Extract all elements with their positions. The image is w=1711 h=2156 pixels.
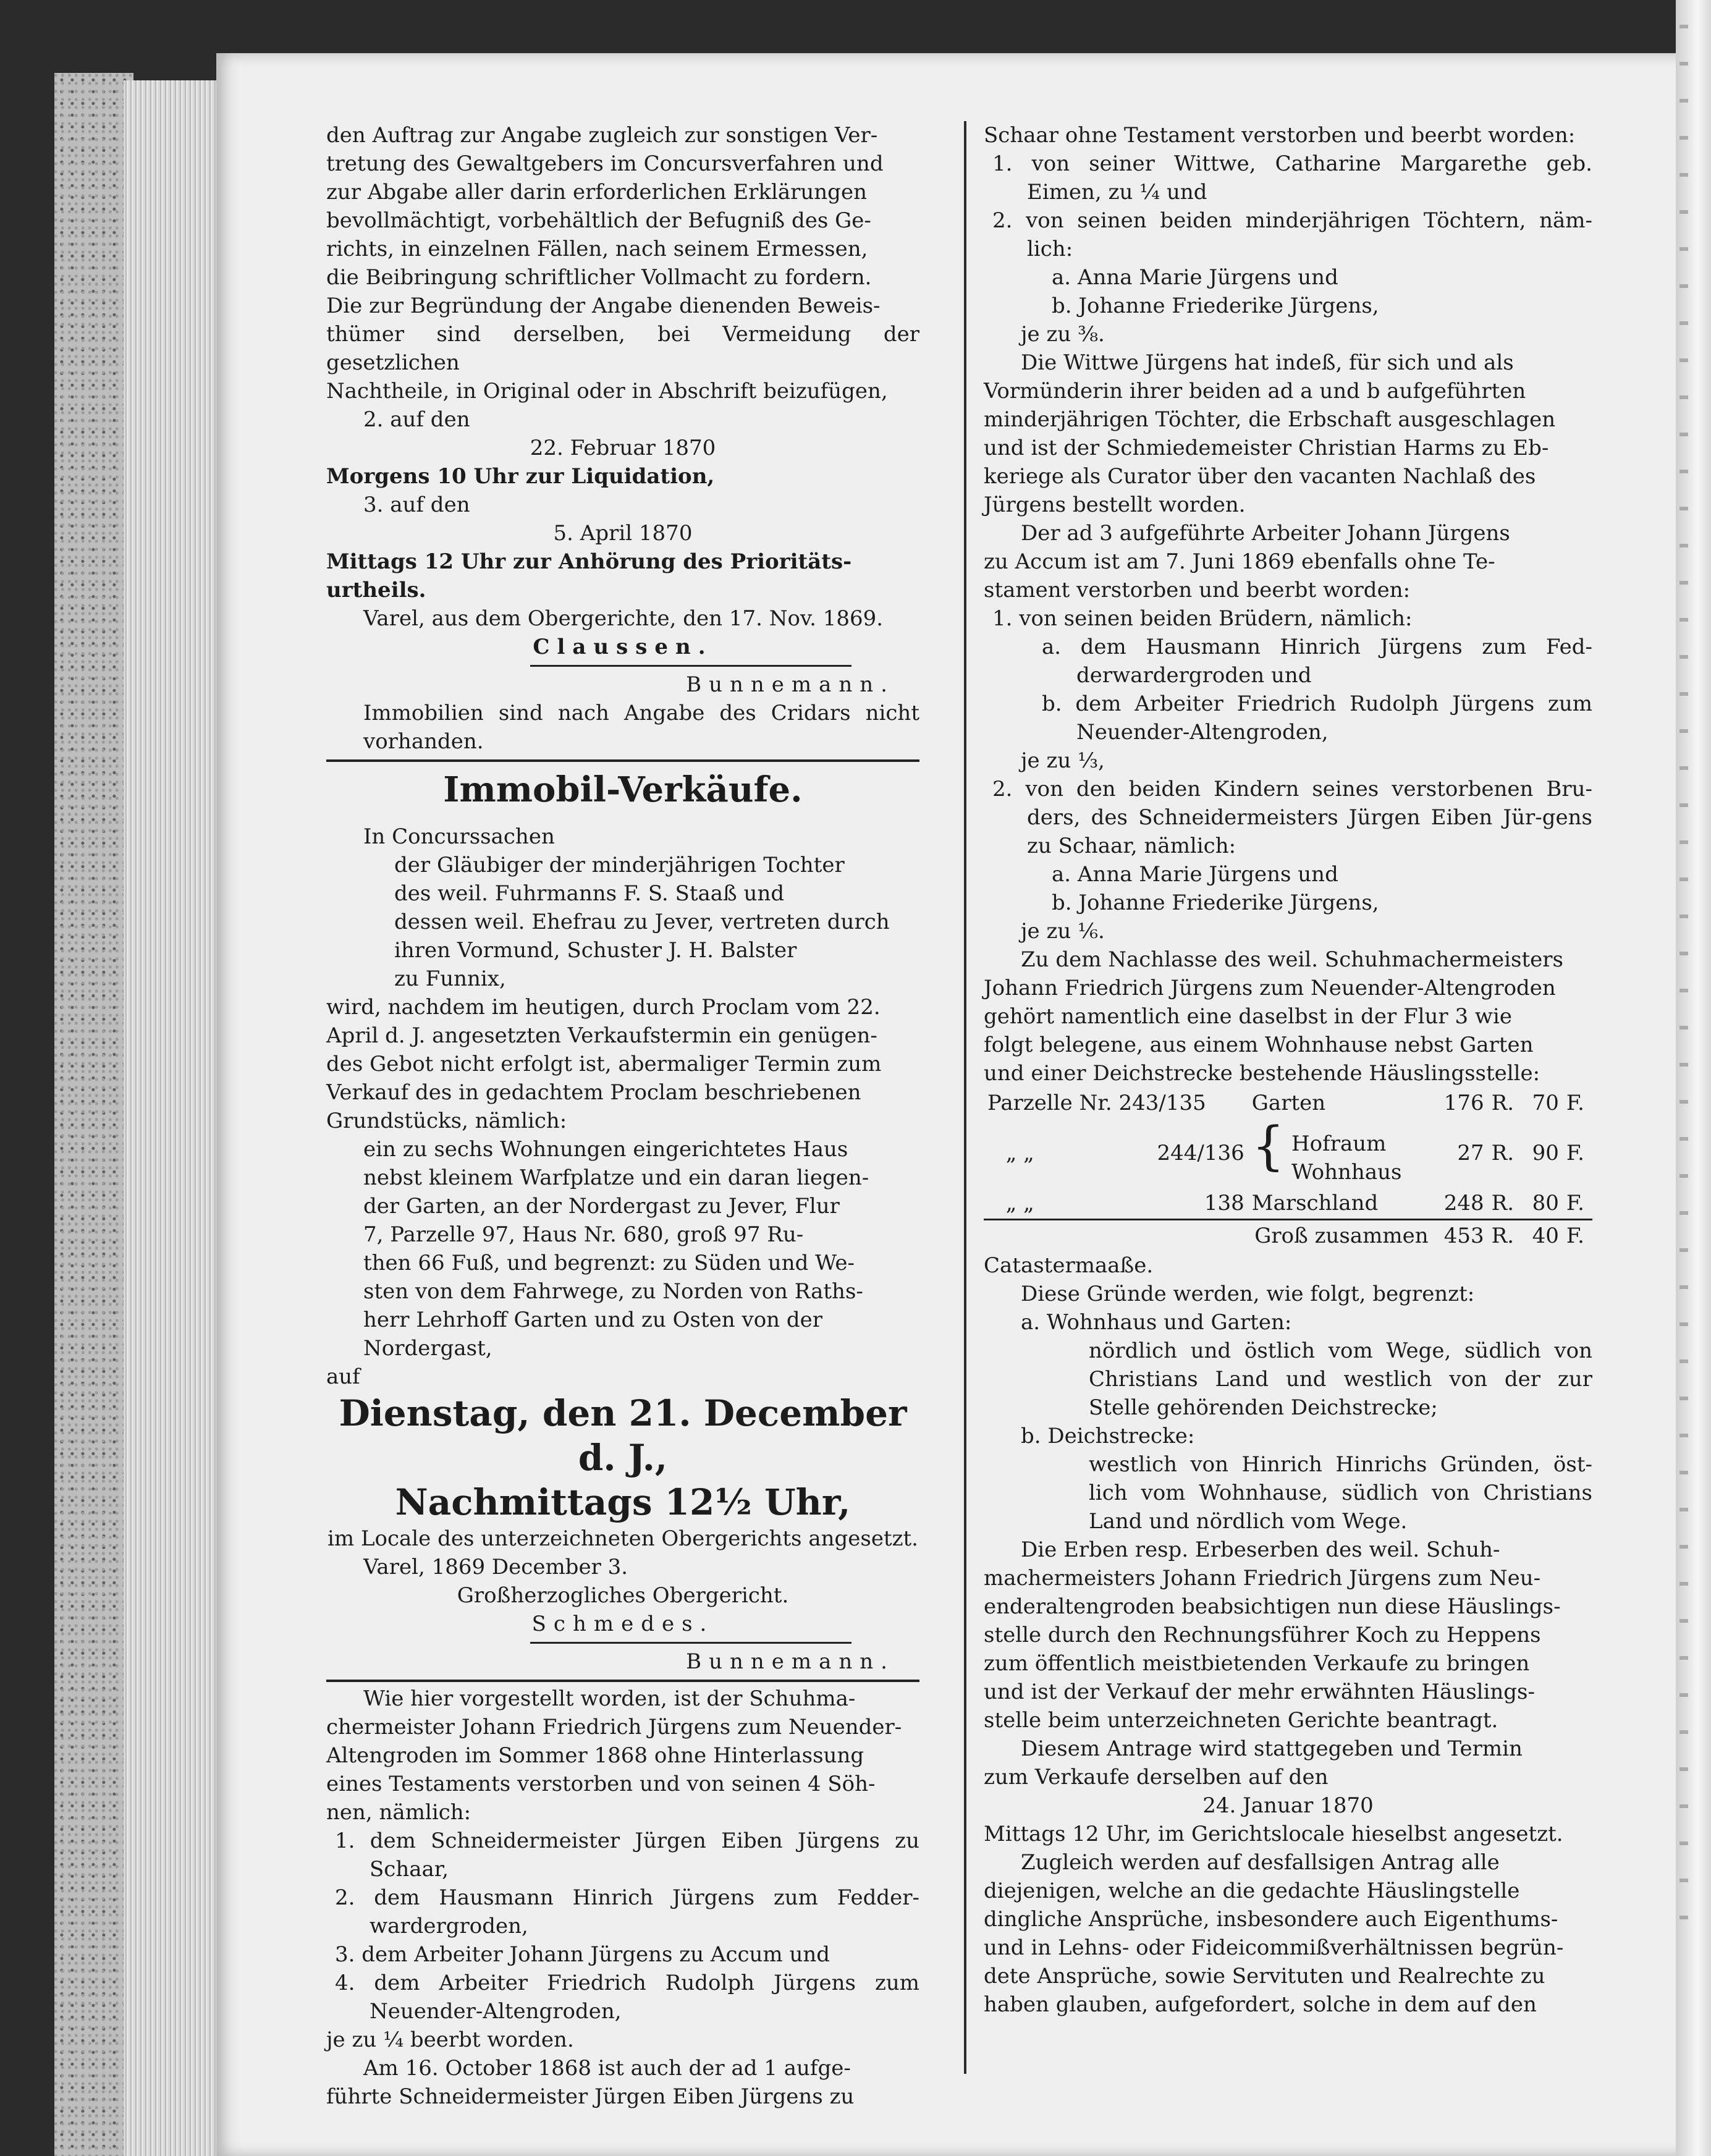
parcel-ruthen: 176 xyxy=(1443,1091,1484,1115)
text-line: auf xyxy=(326,1364,360,1389)
list-item: 1. von seiner Wittwe, Catharine Margarethe geb. Eimen, zu ¼ und xyxy=(992,151,1592,205)
text-line: Catastermaaße. xyxy=(984,1253,1154,1278)
text-line: haben glauben, aufgefordert, solche in dem auf den xyxy=(984,1992,1537,2017)
text-line: dessen weil. Ehefrau zu Jever, vertreten durch xyxy=(394,910,890,934)
text-line: keriege als Curator über den vacanten Nachlaß des xyxy=(984,464,1536,489)
term-date: 22. Februar 1870 xyxy=(530,436,716,460)
text-line: chermeister Johann Friedrich Jürgens zum Neuender- xyxy=(326,1715,902,1740)
text-line: dete Ansprüche, sowie Servituten und Realrechte zu xyxy=(984,1964,1545,1989)
text-line: Johann Friedrich Jürgens zum Neuender-Altengroden xyxy=(984,976,1556,1000)
text-line: minderjährigen Töchter, die Erbschaft ausgeschlagen xyxy=(984,407,1556,432)
parcel-fuss: 80 xyxy=(1532,1191,1559,1215)
parcel-number: 244/136 xyxy=(1157,1141,1244,1165)
list-item: 2. dem Hausmann Hinrich Jürgens zum Fedder-wardergroden, xyxy=(335,1885,919,1938)
section-title: Immobil-Verkäufe. xyxy=(443,769,803,810)
auction-date: Dienstag, den 21. December d. J., xyxy=(339,1392,907,1479)
list-item: a. Wohnhaus und Garten: xyxy=(1021,1310,1292,1335)
text-line: des weil. Fuhrmanns F. S. Staaß und xyxy=(394,881,785,906)
text-line: Nordergast, xyxy=(363,1336,492,1361)
notice-text: Immobilien sind nach Angabe des Cridars nicht vorhanden. xyxy=(363,701,919,754)
total-fuss: 40 xyxy=(1523,1220,1563,1252)
table-row xyxy=(984,1188,1592,1220)
text-line: April d. J. angesetzten Verkaufstermin ein genügen- xyxy=(326,1023,877,1048)
term-text: Morgens 10 Uhr zur Liquidation, xyxy=(326,464,715,489)
list-item: 2. von seinen beiden minderjährigen Töchtern, näm-lich: xyxy=(992,208,1592,261)
list-item: a. dem Hausmann Hinrich Jürgens zum Fed-derwardergroden und xyxy=(1042,635,1592,688)
list-item: 1. dem Schneidermeister Jürgen Eiben Jürgens zu Schaar, xyxy=(335,1828,919,1882)
unit-fuss: F. xyxy=(1566,1191,1584,1215)
text-line: Am 16. October 1868 ist auch der ad 1 aufge- xyxy=(363,2056,851,2081)
text-line: In Concurssachen xyxy=(363,824,555,849)
list-item: b. Johanne Friederike Jürgens, xyxy=(1052,294,1379,318)
parcel-label: Parzelle Nr. 243/135 xyxy=(987,1091,1206,1115)
table-row-total xyxy=(984,1220,1592,1252)
term-text: urtheils. xyxy=(326,578,426,602)
text-line: enderaltengroden beabsichtigen nun diese Häuslings- xyxy=(984,1594,1561,1619)
unit-fuss: F. xyxy=(1566,1091,1584,1115)
brace-glyph: { xyxy=(1251,1115,1285,1176)
text-line: je zu ⅜. xyxy=(1021,322,1105,347)
text-line: ein zu sechs Wohnungen eingerichtetes Haus xyxy=(363,1137,848,1162)
text-line: tretung des Gewaltgebers im Concursverfahren und xyxy=(326,151,884,176)
parcel-ruthen: 248 xyxy=(1443,1191,1484,1215)
text-line: wird, nachdem im heutigen, durch Proclam vom 22. xyxy=(326,995,881,1020)
unit-ruthen: R. xyxy=(1491,1091,1515,1115)
sale-date: 24. Januar 1870 xyxy=(1202,1793,1374,1818)
text-line: nebst kleinem Warfplatze und ein daran liegen- xyxy=(363,1165,869,1190)
signature: Bunnemann. xyxy=(686,672,895,697)
text-line: Vormünderin ihrer beiden ad a und b aufgeführten xyxy=(984,379,1526,404)
text-line: Grundstücks, nämlich: xyxy=(326,1109,567,1133)
text-line: stelle durch den Rechnungsführer Koch zu Heppens xyxy=(984,1623,1541,1647)
list-item: 2. von den beiden Kindern seines verstorbenen Bru-ders, des Schneidermeisters Jürgen Eiben Jür-gens zu Schaar, nämlich: xyxy=(992,777,1592,858)
parcel-use: Garten xyxy=(1251,1091,1326,1115)
text-line: Zu dem Nachlasse des weil. Schuhmachermeisters xyxy=(1021,947,1563,972)
text-line: Die zur Begründung der Angabe dienenden Beweis- xyxy=(326,294,881,318)
text-line: dingliche Ansprüche, insbesondere auch Eigenthums- xyxy=(984,1907,1558,1932)
text-line: westlich von Hinrich Hinrichs Gründen, öst-lich vom Wohnhause, südlich von Christians Land und nördlich vom Wege. xyxy=(1089,1452,1592,1534)
text-line: stament verstorben und beerbt worden: xyxy=(984,578,1411,602)
table-row xyxy=(984,1118,1592,1188)
parcel-ruthen: 27 xyxy=(1457,1141,1484,1165)
section-rule xyxy=(326,1680,919,1682)
column-divider xyxy=(964,121,966,2074)
stacked-page-edges xyxy=(124,80,222,2156)
text-line: Jürgens bestellt worden. xyxy=(984,492,1246,517)
text-line: Die Wittwe Jürgens hat indeß, für sich und als xyxy=(1021,350,1514,375)
text-line: eines Testaments verstorben und von seinen 4 Söh- xyxy=(326,1772,876,1796)
text-line: ihren Vormund, Schuster J. H. Balster xyxy=(394,938,797,963)
list-item: 1. von seinen beiden Brüdern, nämlich: xyxy=(992,606,1413,631)
text-line: diejenigen, welche an die gedachte Häuslingstelle xyxy=(984,1879,1520,1903)
table-row xyxy=(984,1088,1592,1118)
text-line: 7, Parzelle 97, Haus Nr. 680, groß 97 Ru- xyxy=(363,1222,804,1247)
text-line: bevollmächtigt, vorbehältlich der Befugniß des Ge- xyxy=(326,208,871,233)
text-line: zum Verkaufe derselben auf den xyxy=(984,1765,1329,1790)
text-line: nen, nämlich: xyxy=(326,1800,471,1825)
text-line: zur Abgabe aller darin erforderlichen Erklärungen xyxy=(326,180,867,205)
parcel-use-b: Wohnhaus xyxy=(1291,1160,1402,1185)
signature: Bunnemann. xyxy=(686,1649,895,1674)
unit-ruthen: R. xyxy=(1488,1220,1523,1252)
unit-fuss: F. xyxy=(1563,1220,1592,1252)
list-item: a. Anna Marie Jürgens und xyxy=(1052,862,1338,887)
parcel-table xyxy=(984,1088,1592,1251)
text-line: und in Lehns- oder Fideicommißverhältnissen begrün- xyxy=(984,1935,1564,1960)
term-text: Mittags 12 Uhr zur Anhörung des Prioritäts- xyxy=(326,549,852,574)
signature: Claussen. xyxy=(533,635,713,659)
list-item: b. dem Arbeiter Friedrich Rudolph Jürgens zum Neuender-Altengroden, xyxy=(1042,691,1592,745)
term-date: 5. April 1870 xyxy=(553,521,693,546)
parcel-fuss: 70 xyxy=(1532,1091,1559,1115)
text-line: Der ad 3 aufgeführte Arbeiter Johann Jürgens xyxy=(1021,521,1510,546)
text-line: Die Erben resp. Erbeserben des weil. Schuh- xyxy=(1021,1537,1500,1562)
signature-rule xyxy=(530,665,851,667)
text-line: sten von dem Fahrwege, zu Norden von Raths- xyxy=(363,1279,863,1304)
parcel-number: 138 xyxy=(1204,1191,1244,1215)
text-line: führte Schneidermeister Jürgen Eiben Jürgens zu xyxy=(326,2084,855,2109)
parcel-use-a: Hofraum xyxy=(1291,1131,1387,1156)
text-line: je zu ¼ beerbt worden. xyxy=(326,2027,574,2052)
text-line: folgt belegene, aus einem Wohnhause nebst Garten xyxy=(984,1033,1534,1057)
text-line: und einer Deichstrecke bestehende Häuslingsstelle: xyxy=(984,1061,1540,1086)
list-item: 3. dem Arbeiter Johann Jürgens zu Accum und xyxy=(335,1942,830,1967)
right-column xyxy=(984,121,1592,2019)
signature: Schmedes. xyxy=(531,1612,714,1636)
text-line: der Garten, an der Nordergast zu Jever, Flur xyxy=(363,1194,840,1219)
text-line: die Beibringung schriftlicher Vollmacht zu fordern. xyxy=(326,265,872,290)
term-label: 2. auf den xyxy=(363,407,470,432)
text-line: im Locale des unterzeichneten Obergerichts angesetzt. xyxy=(327,1526,918,1551)
intro-paragraph xyxy=(326,121,919,405)
text-line: machermeisters Johann Friedrich Jürgens zum Neu- xyxy=(984,1566,1541,1591)
text-line: Diesem Antrage wird stattgegeben und Termin xyxy=(1021,1736,1523,1761)
text-line: und ist der Schmiedemeister Christian Harms zu Eb- xyxy=(984,436,1549,460)
text-line: herr Lehrhoff Garten und zu Osten von der xyxy=(363,1308,823,1332)
text-line: Diese Gründe werden, wie folgt, begrenzt: xyxy=(1021,1282,1475,1306)
text-line: nördlich und östlich vom Wege, südlich von Christians Land und westlich von der zur Stelle gehörenden Deichstrecke; xyxy=(1089,1338,1592,1420)
term-label: 3. auf den xyxy=(363,492,470,517)
text-line: zu Funnix, xyxy=(394,966,506,991)
place-date: Varel, aus dem Obergerichte, den 17. Nov. 1869. xyxy=(363,606,884,631)
unit-ruthen: R. xyxy=(1491,1141,1515,1165)
parcel-use: Marschland xyxy=(1251,1191,1379,1215)
text-line: Schaar ohne Testament verstorben und beerbt worden: xyxy=(984,123,1576,148)
ditto-mark: „ „ xyxy=(1005,1191,1034,1215)
text-line: Verkauf des in gedachtem Proclam beschriebenen xyxy=(326,1080,861,1105)
marbled-cover-edge xyxy=(54,73,133,2156)
auction-time: Nachmittags 12½ Uhr, xyxy=(395,1481,851,1523)
text-line: stelle beim unterzeichneten Gerichte beantragt. xyxy=(984,1708,1498,1733)
text-line: zu Accum ist am 7. Juni 1869 ebenfalls ohne Te- xyxy=(984,549,1495,574)
place-date: Varel, 1869 December 3. xyxy=(363,1555,628,1579)
list-item: 4. dem Arbeiter Friedrich Rudolph Jürgens zum Neuender-Altengroden, xyxy=(335,1971,919,2024)
left-column xyxy=(326,121,919,2111)
list-item: b. Johanne Friederike Jürgens, xyxy=(1052,890,1379,915)
text-line: zum öffentlich meistbietenden Verkaufe zu bringen xyxy=(984,1651,1530,1676)
court-name: Großherzogliches Obergericht. xyxy=(457,1583,789,1608)
text-line: gehört namentlich eine daselbst in der Flur 3 wie xyxy=(984,1004,1513,1029)
text-line: richts, in einzelnen Fällen, nach seinem Ermessen, xyxy=(326,237,868,261)
total-ruthen: 453 xyxy=(1432,1220,1488,1252)
signature-rule xyxy=(530,1642,851,1644)
text-line: Wie hier vorgestellt worden, ist der Schuhma- xyxy=(363,1686,856,1711)
sale-time: Mittags 12 Uhr, im Gerichtslocale hieselbst angesetzt. xyxy=(984,1822,1563,1846)
unit-fuss: F. xyxy=(1566,1141,1584,1165)
text-line: Nachtheile, in Original oder in Abschrift beizufügen, xyxy=(326,379,888,404)
text-line: der Gläubiger der minderjährigen Tochter xyxy=(394,853,845,877)
parcel-use xyxy=(1248,1115,1432,1188)
total-label: Groß zusammen xyxy=(984,1220,1432,1252)
list-item: b. Deichstrecke: xyxy=(1021,1424,1195,1448)
text-line: Zugleich werden auf desfallsigen Antrag alle xyxy=(1021,1850,1500,1875)
text-line: den Auftrag zur Angabe zugleich zur sonstigen Ver- xyxy=(326,123,878,148)
text-line: des Gebot nicht erfolgt ist, abermaliger Termin zum xyxy=(326,1052,882,1076)
text-line: Altengroden im Sommer 1868 ohne Hinterlassung xyxy=(326,1743,864,1768)
binding-thread xyxy=(1679,25,1688,1940)
parcel-use-pair xyxy=(1291,1130,1401,1186)
text-line: und ist der Verkauf der mehr erwähnten Häuslings- xyxy=(984,1680,1535,1704)
section-rule xyxy=(326,759,919,762)
list-item: a. Anna Marie Jürgens und xyxy=(1052,265,1338,290)
ditto-mark: „ „ xyxy=(1005,1141,1034,1165)
text-line: je zu ⅓, xyxy=(1021,748,1105,773)
text-line: then 66 Fuß, und begrenzt: zu Süden und We- xyxy=(363,1251,855,1275)
parcel-fuss: 90 xyxy=(1532,1141,1559,1165)
text-line: je zu ⅙. xyxy=(1021,919,1105,944)
text-line: thümer sind derselben, bei Vermeidung der gesetzlichen xyxy=(326,322,919,375)
unit-ruthen: R. xyxy=(1491,1191,1515,1215)
